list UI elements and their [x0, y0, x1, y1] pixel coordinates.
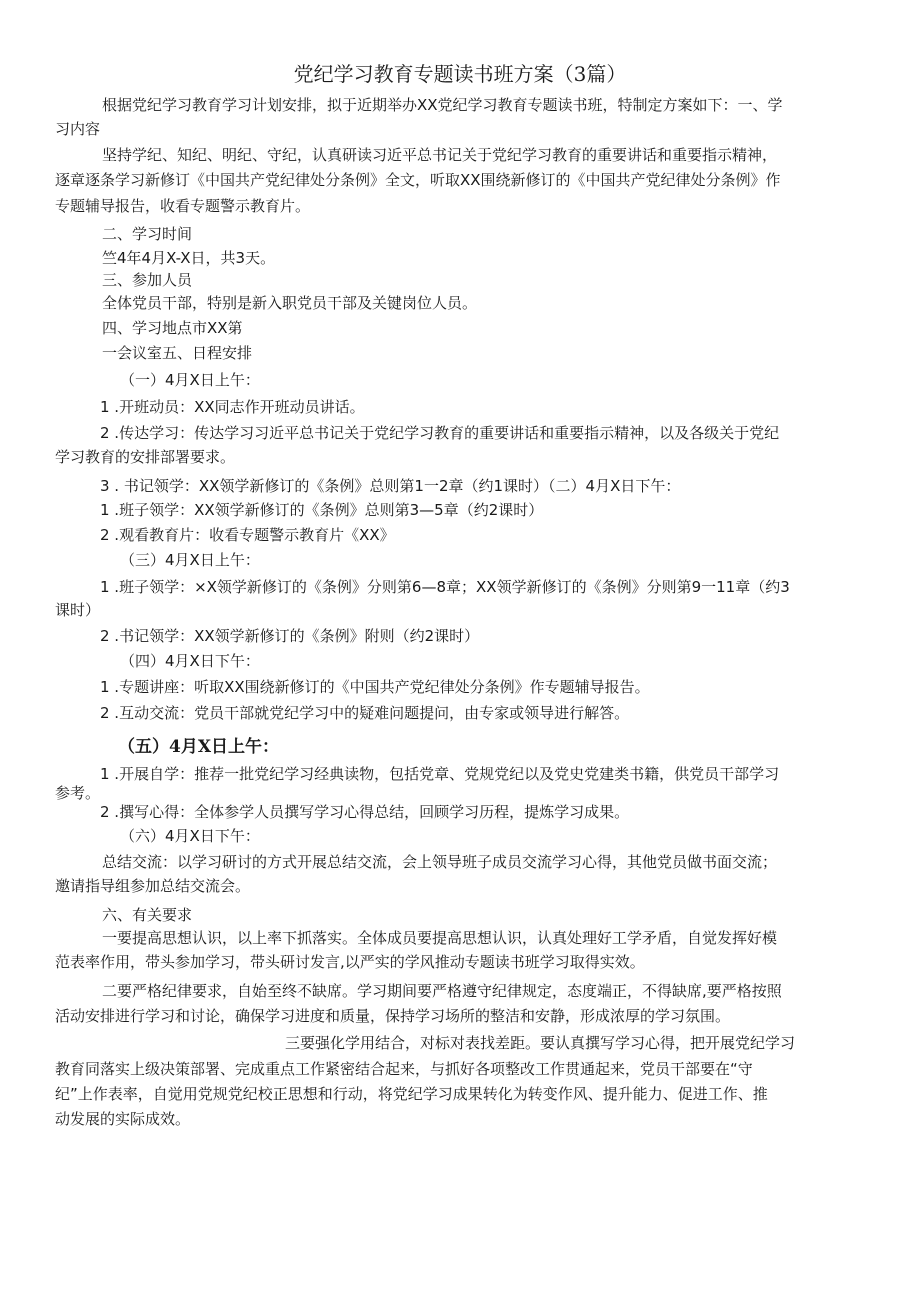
- paragraph-line: 全体党员干部，特别是新入职党员干部及关键岗位人员。: [102, 294, 478, 312]
- paragraph-line: 一要提高思想认识，以上率下抓落实。全体成员要提高思想认识，认真处理好工学矛盾，自觉发挥好模: [102, 929, 778, 947]
- list-item: 2 .传达学习：传达学习习近平总书记关于党纪学习教育的重要讲话和重要指示精神，以及各级关于党纪: [100, 424, 780, 442]
- paragraph-line: 动发展的实际成效。: [55, 1110, 191, 1128]
- document-title: 党纪学习教育专题读书班方案（3篇）: [293, 62, 627, 86]
- section-heading: 六、有关要求: [102, 906, 193, 924]
- section-heading: 二、学习时间: [102, 225, 193, 243]
- paragraph-line: 范表率作用，带头参加学习，带头研讨发言,以严实的学风推动专题读书班学习取得实效。: [55, 953, 645, 971]
- paragraph-line: 竺4年4月X-X日，共3天。: [102, 249, 276, 267]
- list-item: 2 .互动交流：党员干部就党纪学习中的疑难问题提问，由专家或领导进行解答。: [100, 704, 630, 722]
- paragraph-line: 教育同落实上级决策部署、完成重点工作紧密结合起来，与抓好各项整改工作贯通起来，党员干部要在“守: [55, 1060, 753, 1078]
- list-item: 2 .观看教育片：收看专题警示教育片《XX》: [100, 526, 395, 544]
- paragraph-line: 纪”上作表率，自觉用党规党纪校正思想和行动，将党纪学习成果转化为转变作风、提升能力、促进工作、推: [55, 1085, 768, 1103]
- paragraph-line: 专题辅导报告，收看专题警示教育片。: [55, 197, 311, 215]
- paragraph-line: 二要严格纪律要求，自始至终不缺席。学习期间要严格遵守纪律规定，态度端正，不得缺席,要严格按照: [102, 982, 782, 1000]
- schedule-heading: （四）4月X日下午：: [120, 652, 260, 670]
- paragraph-line: 总结交流：以学习研讨的方式开展总结交流，会上领导班子成员交流学习心得，其他党员做书面交流；: [102, 853, 778, 871]
- list-item: 1 .班子领学：XX领学新修订的《条例》总则第3—5章（约2课时）: [100, 501, 544, 519]
- list-item: 1 .专题讲座：听取XX围绕新修订的《中国共产党纪律处分条例》作专题辅导报告。: [100, 678, 650, 696]
- list-item: 2 .撰写心得：全体参学人员撰写学习心得总结，回顾学习历程，提炼学习成果。: [100, 803, 630, 821]
- paragraph-line: 根据党纪学习教育学习计划安排，拟于近期举办XX党纪学习教育专题读书班，特制定方案如下：一、学: [102, 96, 783, 114]
- paragraph-line: 参考。: [55, 784, 101, 802]
- paragraph-line: 活动安排进行学习和讨论，确保学习进度和质量，保持学习场所的整洁和安静，形成浓厚的学习氛围。: [55, 1007, 731, 1025]
- schedule-heading: （三）4月X日上午：: [120, 551, 260, 569]
- paragraph-line: 逐章逐条学习新修订《中国共产党纪律处分条例》全文，听取XX围绕新修订的《中国共产党纪律处分条例》作: [55, 171, 781, 189]
- paragraph-line: 学习教育的安排部署要求。: [55, 448, 236, 466]
- schedule-heading: （六）4月X日下午：: [120, 827, 260, 845]
- paragraph-line: 三要强化学用结合，对标对表找差距。要认真撰写学习心得，把开展党纪学习: [285, 1034, 796, 1052]
- section-heading: 一会议室五、日程安排: [102, 344, 253, 362]
- paragraph-line: 习内容: [55, 120, 101, 138]
- list-item: 1 .开班动员：XX同志作开班动员讲话。: [100, 398, 365, 416]
- list-item: 2 .书记领学：XX领学新修订的《条例》附则（约2课时）: [100, 627, 480, 645]
- list-item: 1 .开展自学：推荐一批党纪学习经典读物，包括党章、党规党纪以及党史党建类书籍，供党员干部学习: [100, 765, 780, 783]
- list-item: 1 .班子领学：×X领学新修订的《条例》分则第6—8章；XX领学新修订的《条例》分则第9一11章（约3: [100, 578, 790, 596]
- paragraph-line: 课时）: [55, 601, 101, 619]
- list-item: 3 . 书记领学：XX领学新修订的《条例》总则第1一2章（约1课时）（二）4月X日下午：: [100, 477, 681, 495]
- schedule-heading: （一）4月X日上午：: [120, 371, 260, 389]
- paragraph-line: 坚持学纪、知纪、明纪、守纪，认真研读习近平总书记关于党纪学习教育的重要讲话和重要指示精神，: [102, 146, 778, 164]
- schedule-heading-large: （五）4月X日上午：: [118, 737, 280, 757]
- paragraph-line: 邀请指导组参加总结交流会。: [55, 877, 251, 895]
- section-heading: 三、参加人员: [102, 271, 193, 289]
- section-heading: 四、学习地点市XX第: [102, 319, 243, 337]
